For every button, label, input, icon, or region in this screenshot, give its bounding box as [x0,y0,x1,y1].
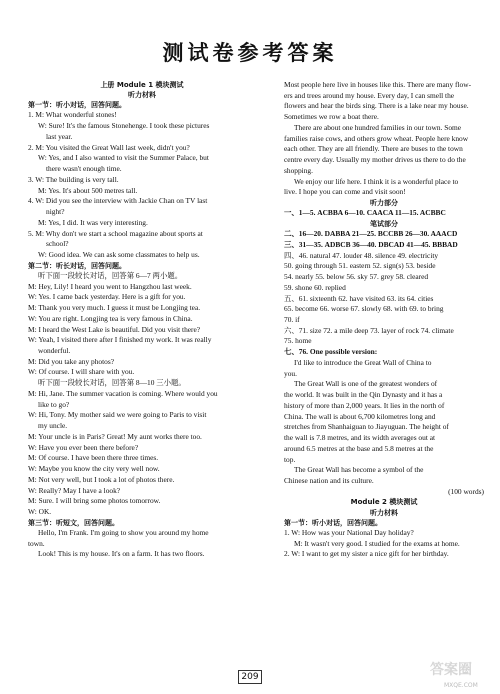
left-text-line: W: Good idea. We can ask some classmates to help us. [38,249,200,259]
right-text-line: We enjoy our life here. I think it is a wonderful place to [294,176,459,186]
right-text-line: the wall is 7.8 metres, and its width averages out at [284,433,436,443]
left-text-line: W: OK. [28,507,52,516]
left-text-line: M: Not very well, but I took a lot of photos there. [28,474,175,484]
left-text-line: 5. M: Why don't we start a school magazine about sports at [28,228,203,238]
left-text-line: M: I heard the West Lake is beautiful. Did you visit there? [28,324,201,334]
right-text-line: 59. shone 60. replied [284,282,346,292]
right-text-line: the world. It was built in the Qin Dynasty and it has a [284,390,443,400]
left-text-line: 3. W: The building is very tall. [28,174,119,184]
right-text-line: ers and trees around my house. Every day, I can smell the [284,90,455,100]
left-text-line: 4. W: Did you see the interview with Jackie Chan on TV last [28,196,208,206]
right-text-line: top. [284,454,296,464]
left-text-line: last year. [46,131,73,141]
left-text-line: 听力材料 [128,91,156,100]
left-text-line: there wasn't enough time. [46,164,122,174]
right-text-line: live. I hope you can come and visit soon! [284,187,406,197]
left-text-line: M: Of course. I have been there three times. [28,453,159,463]
left-text-line: Hello, I'm Frank. I'm going to show you around my home [38,527,209,537]
page-title: 测试卷参考答案 [162,41,338,65]
right-text-line: 听力部分 [370,199,398,208]
right-text-line: 75. home [284,336,312,346]
right-text-line: Sometimes we row a boat there. [284,112,379,122]
left-text-line: W: Yes, and I also wanted to visit the Summer Palace, but [38,153,209,163]
left-text-line: M: Sure. I will bring some photos tomorrow. [28,496,161,506]
right-text-line: flowers and hear the birds sing. There is a lake near my house. [284,101,469,111]
left-text-line: 2. M: You visited the Great Wall last week, didn't you? [28,142,190,152]
left-text-line: 第一节：听小对话，回答问题。 [28,101,126,110]
right-text-line: 一、1—5. ACBBA 6—10. CAACA 11—15. ACBBC [284,208,446,218]
right-text-line: M: It wasn't very good. I studied for the exams at home. [294,538,460,548]
right-text-line: 50. going through 51. eastern 52. sign(s) 53. beside [284,261,436,271]
left-text-line: Look! This is my house. It's on a farm. It has two floors. [38,549,205,559]
left-text-line: 第三节：听短文，回答问题。 [28,518,119,527]
right-text-line: 第一节：听小对话，回答问题。 [284,518,382,527]
left-text-line: M: Hi, Jane. The summer vacation is coming. Where would you [28,388,218,398]
right-text-line: shopping. [284,165,313,175]
watermark-logo: 答案圈 [430,662,472,678]
left-text-line: W: Really? May I have a look? [28,485,121,495]
right-text-line: 2. W: I want to get my sister a nice gift for her birthday. [284,549,449,559]
watermark-url: MXQE.COM [444,682,478,689]
right-text-line: I'd like to introduce the Great Wall of China to [294,357,432,367]
left-text-line: wonderful. [38,345,71,355]
right-text-line: 笔试部分 [370,219,398,228]
right-text-line: you. [284,368,297,378]
left-text-line: 听下面一段较长对话，回答第 8—10 三小题。 [38,378,186,388]
right-text-line: 70. if [284,314,300,324]
right-text-line: each other. They are all friendly. There are buses to the town [284,144,463,154]
left-text-line: M: Did you take any photos? [28,356,115,366]
right-text-line: around 6.5 metres at the base and 5.8 metres at the [284,443,434,453]
left-text-line: M: Hey, Lily! I heard you went to Hangzhou last week. [28,281,192,291]
right-text-line: 六、71. size 72. a mile deep 73. layer of rock 74. climate [284,325,454,335]
right-text-line: 54. nearly 55. below 56. sky 57. grey 58. cleared [284,272,429,282]
left-text-line: 1. M: What wonderful stones! [28,110,117,120]
left-text-line: W: Maybe you know the city very well now. [28,464,160,474]
right-text-line: 四、46. natural 47. louder 48. silence 49. electricity [284,250,439,260]
left-text-line: W: Yeah, I visited there after I finished my work. It was really [28,335,212,345]
left-text-line: 上册 Module 1 模块测试 [100,81,184,89]
left-text-line: night? [46,207,65,217]
right-text-line: 七、76. One possible version: [284,347,378,357]
left-text-line: W: Hi, Tony. My mother said we were going to Paris to visit [28,410,207,420]
right-text-line: (100 words) [448,486,484,496]
left-text-line: W: Of course. I will share with you. [28,367,135,377]
left-text-line: like to go? [38,399,70,409]
right-text-line: centre every day. Usually my mother drives us there to do the [284,155,466,165]
left-text-line: 第二节：听长对话，回答问题。 [28,261,126,270]
left-text-line: M: Your uncle is in Paris? Great! My aunt works there too. [28,431,202,441]
right-text-line: Chinese nation and its culture. [284,475,374,485]
right-text-line: families raise cows, and others grow wheat. People here know [284,133,469,143]
right-text-line: 65. become 66. worse 67. slowly 68. with 69. to bring [284,304,444,314]
left-text-line: W: You are right. Longjing tea is very famous in China. [28,313,193,323]
right-text-line: Module 2 模块测试 [350,498,418,507]
left-text-line: M: Yes. It's about 500 metres tall. [38,185,138,195]
left-text-line: M: Thank you very much. I guess it must be Longjing tea. [28,303,201,313]
left-text-line: town. [28,538,45,548]
right-text-line: 五、61. sixteenth 62. have visited 63. its 64. cities [284,293,434,303]
left-text-line: W: Sure! It's the famous Stonehenge. I took these pictures [38,121,210,131]
left-text-line: W: Have you ever been there before? [28,442,139,452]
right-text-line: history of more than 2,000 years. It lies in the north of [284,400,445,410]
left-text-line: my uncle. [38,421,68,431]
left-text-line: 听下面一段较长对话，回答第 6—7 两小题。 [38,270,183,280]
left-text-line: M: Yes, I did. It was very interesting. [38,217,148,227]
right-text-line: 听力材料 [370,508,398,517]
right-text-line: 三、31—35. ADBCB 36—40. DBCAD 41—45. BBBAD [284,239,458,249]
left-text-line: school? [46,239,69,249]
left-column [28,80,256,560]
right-text-line: stretches from Shanhaiguan to Jiayuguan. The height of [284,422,449,432]
right-text-line: Most people here live in houses like this. There are many flow- [284,80,472,89]
right-text-line: The Great Wall is one of the greatest wonders of [294,379,438,389]
right-text-line: There are about one hundred families in our town. Some [294,122,462,132]
right-text-line: China. The wall is about 6,700 kilometres long and [284,411,436,421]
right-text-line: The Great Wall has become a symbol of the [294,465,424,475]
right-column [284,80,484,560]
left-text-line: W: Yes. I came back yesterday. Here is a gift for you. [28,292,186,302]
right-text-line: 1. W: How was your National Day holiday? [284,527,414,537]
page-number: 209 [238,670,262,684]
right-text-line: 二、16—20. DABBA 21—25. BCCBB 26—30. AAACD [284,229,458,239]
